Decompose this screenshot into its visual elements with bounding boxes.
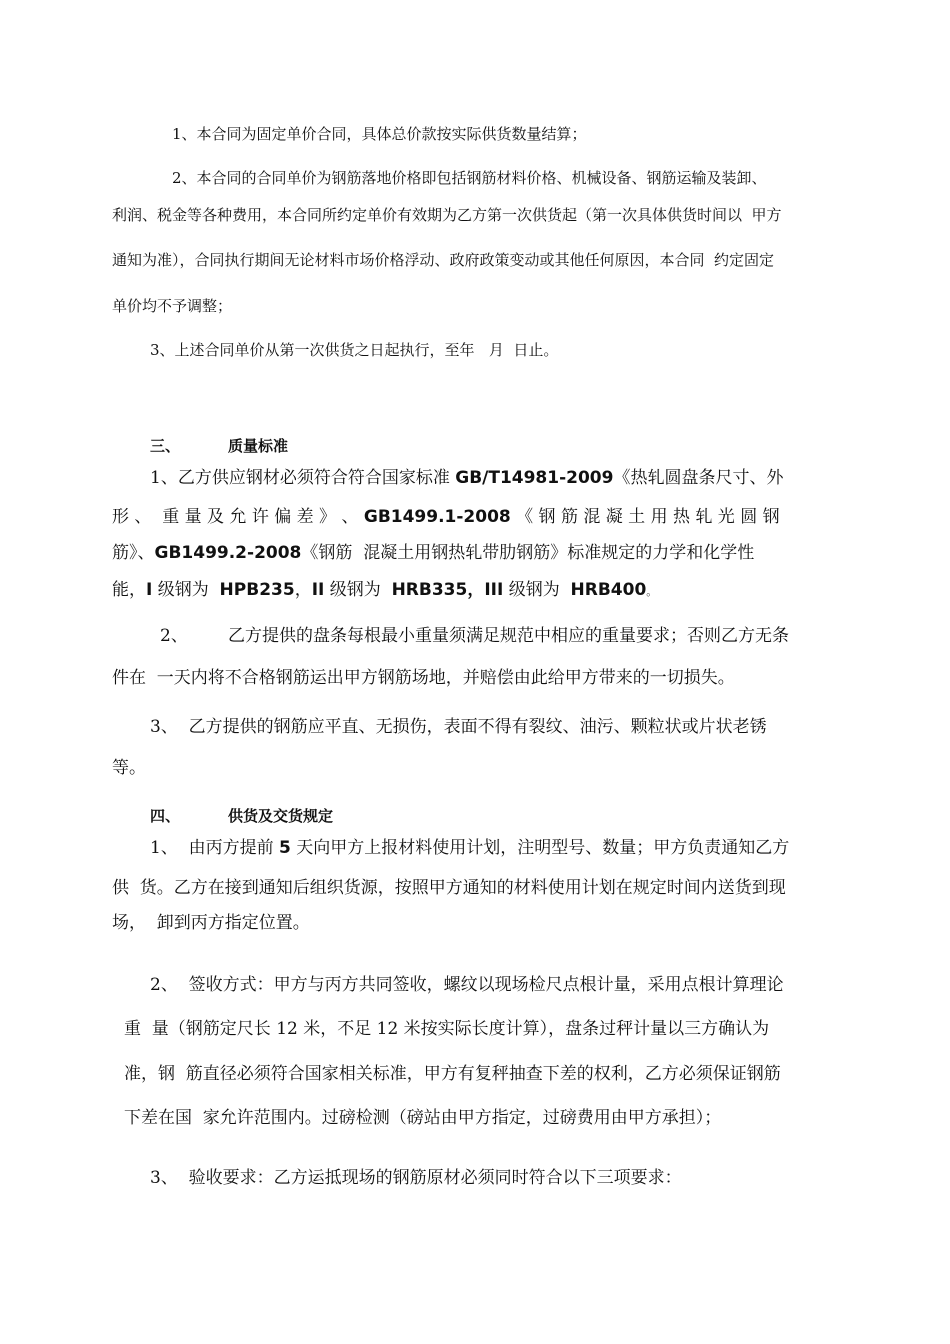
clause-3-3-line1: 3、 乙方提供的钢筋应平直、无损伤，表面不得有裂纹、油污、颗粒状或片状老锈 [150, 717, 767, 737]
clause-3-1-line1: 1、乙方供应钢材必须符合符合国家标准 GB/T14981-2009《热轧圆盘条尺寸、外 [150, 468, 784, 488]
section-3-number: 三、 [150, 437, 181, 455]
clause-2-2-line2: 利润、税金等各种费用，本合同所约定单价有效期为乙方第一次供货起（第一次具体供货时间以 甲方 [112, 206, 782, 224]
clause-3-3-line2: 等。 [112, 758, 146, 778]
clause-2-1: 1、本合同为固定单价合同，具体总价款按实际供货数量结算； [172, 125, 587, 143]
clause-2-2-line4: 单价均不予调整； [112, 297, 233, 315]
clause-4-2-line4: 下差在国 家允许范围内。过磅检测（磅站由甲方指定，过磅费用由甲方承担）； [124, 1108, 722, 1128]
clause-4-1-line2: 供 货。乙方在接到通知后组织货源，按照甲方通知的材料使用计划在规定时间内送货到现 [112, 878, 786, 898]
section-4-number: 四、 [150, 807, 181, 825]
clause-3-1-line4: 能，I 级钢为 HPB235，II 级钢为 HRB335，III 级钢为 HRB400。 [112, 580, 658, 600]
clause-3-2-line1: 乙方提供的盘条每根最小重量须满足规范中相应的重量要求；否则乙方无条 [228, 626, 789, 646]
clause-4-2-line3: 准，钢 筋直径必须符合国家相关标准，甲方有复秤抽查下差的权利，乙方必须保证钢筋 [124, 1064, 781, 1084]
clause-2-2-line3: 通知为准），合同执行期间无论材料市场价格浮动、政府政策变动或其他任何原因，本合同 约定固定 [112, 251, 775, 269]
clause-2-3: 3、上述合同单价从第一次供货之日起执行，至年 月 日止。 [150, 341, 559, 359]
clause-2-2-line1: 2、本合同的合同单价为钢筋落地价格即包括钢筋材料价格、机械设备、钢筋运输及装卸、 [172, 169, 767, 187]
section-4-title: 供货及交货规定 [228, 807, 334, 825]
clause-3-1-line3: 筋》、GB1499.2-2008《钢筋 混凝土用钢热轧带肋钢筋》标准规定的力学和化学性 [112, 543, 755, 563]
clause-4-1-line1: 1、 由丙方提前 5 天向甲方上报材料使用计划，注明型号、数量；甲方负责通知乙方 [150, 838, 790, 858]
clause-3-2-number: 2、 [160, 626, 188, 646]
clause-4-2-line2: 重 量（钢筋定尺长 12 米，不足 12 米按实际长度计算），盘条过秤计量以三方确认为 [124, 1019, 770, 1039]
clause-3-1-line2: 形 、 重 量 及 允 许 偏 差 》 、 GB1499.1-2008 《 钢 筋 混 凝 土 用 热 轧 光 圆 钢 [112, 507, 780, 527]
clause-4-3: 3、 验收要求：乙方运抵现场的钢筋原材必须同时符合以下三项要求： [150, 1168, 682, 1188]
clause-4-2-line1: 2、 签收方式：甲方与丙方共同签收，螺纹以现场检尺点根计量，采用点根计算理论 [150, 975, 784, 995]
clause-4-1-line3: 场， 卸到丙方指定位置。 [112, 913, 310, 933]
clause-3-2-line2: 件在 一天内将不合格钢筋运出甲方钢筋场地，并赔偿由此给甲方带来的一切损失。 [112, 668, 735, 688]
section-3-title: 质量标准 [228, 437, 289, 455]
